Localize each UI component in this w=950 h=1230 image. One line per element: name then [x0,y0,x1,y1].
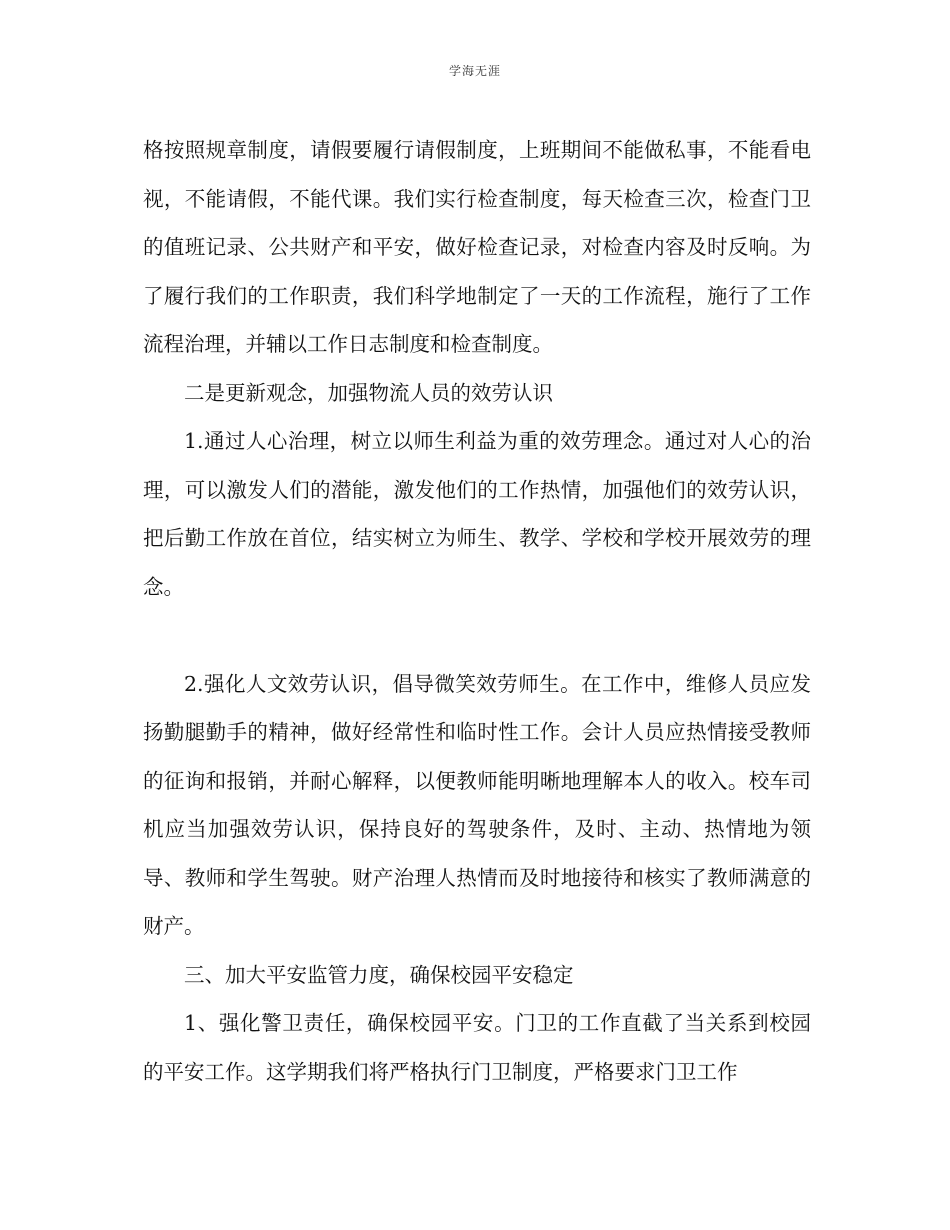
section-heading-safety: 三、加大平安监管力度，确保校园平安稳定 [184,962,574,987]
blank-line [143,611,811,660]
paragraph-safety-item-1: 1、强化警卫责任，确保校园平安。门卫的工作直截了当关系到校园的平安工作。这学期我们将严格执行门卫制度，严格要求门卫工作 [143,1011,811,1084]
paragraph-continuation: 格按照规章制度，请假要履行请假制度，上班期间不能做私事，不能看电视，不能请假，不能代课。我们实行检查制度，每天检查三次，检查门卫的值班记录、公共财产和平安，做好检查记录，对检查内容及时反响。为了履行我们的工作职责，我们科学地制定了一天的工作流程，施行了工作流程治理，并辅以工作日志制度和检查制度。 [143,138,811,356]
paragraph-item-2: 2.强化人文效劳认识，倡导微笑效劳师生。在工作中，维修人员应发扬勤腿勤手的精神，做好经常性和临时性工作。会计人员应热情接受教师的征询和报销，并耐心解释，以便教师能明晰地理解本人的收入。校车司机应当加强效劳认识，保持良好的驾驶条件，及时、主动、热情地为领导、教师和学生驾驶。财产治理人热情而及时地接待和核实了教师满意的财产。 [143,671,811,938]
paragraph-item-1: 1.通过人心治理，树立以师生利益为重的效劳理念。通过对人心的治理，可以激发人们的潜能，激发他们的工作热情，加强他们的效劳认识，把后勤工作放在首位，结实树立为师生、教学、学校和学校开展效劳的理念。 [143,429,811,599]
page-header: 学海无涯 [448,64,501,78]
section-heading-renew-concept: 二是更新观念，加强物流人员的效劳认识 [184,380,553,405]
document-body [143,126,811,1096]
